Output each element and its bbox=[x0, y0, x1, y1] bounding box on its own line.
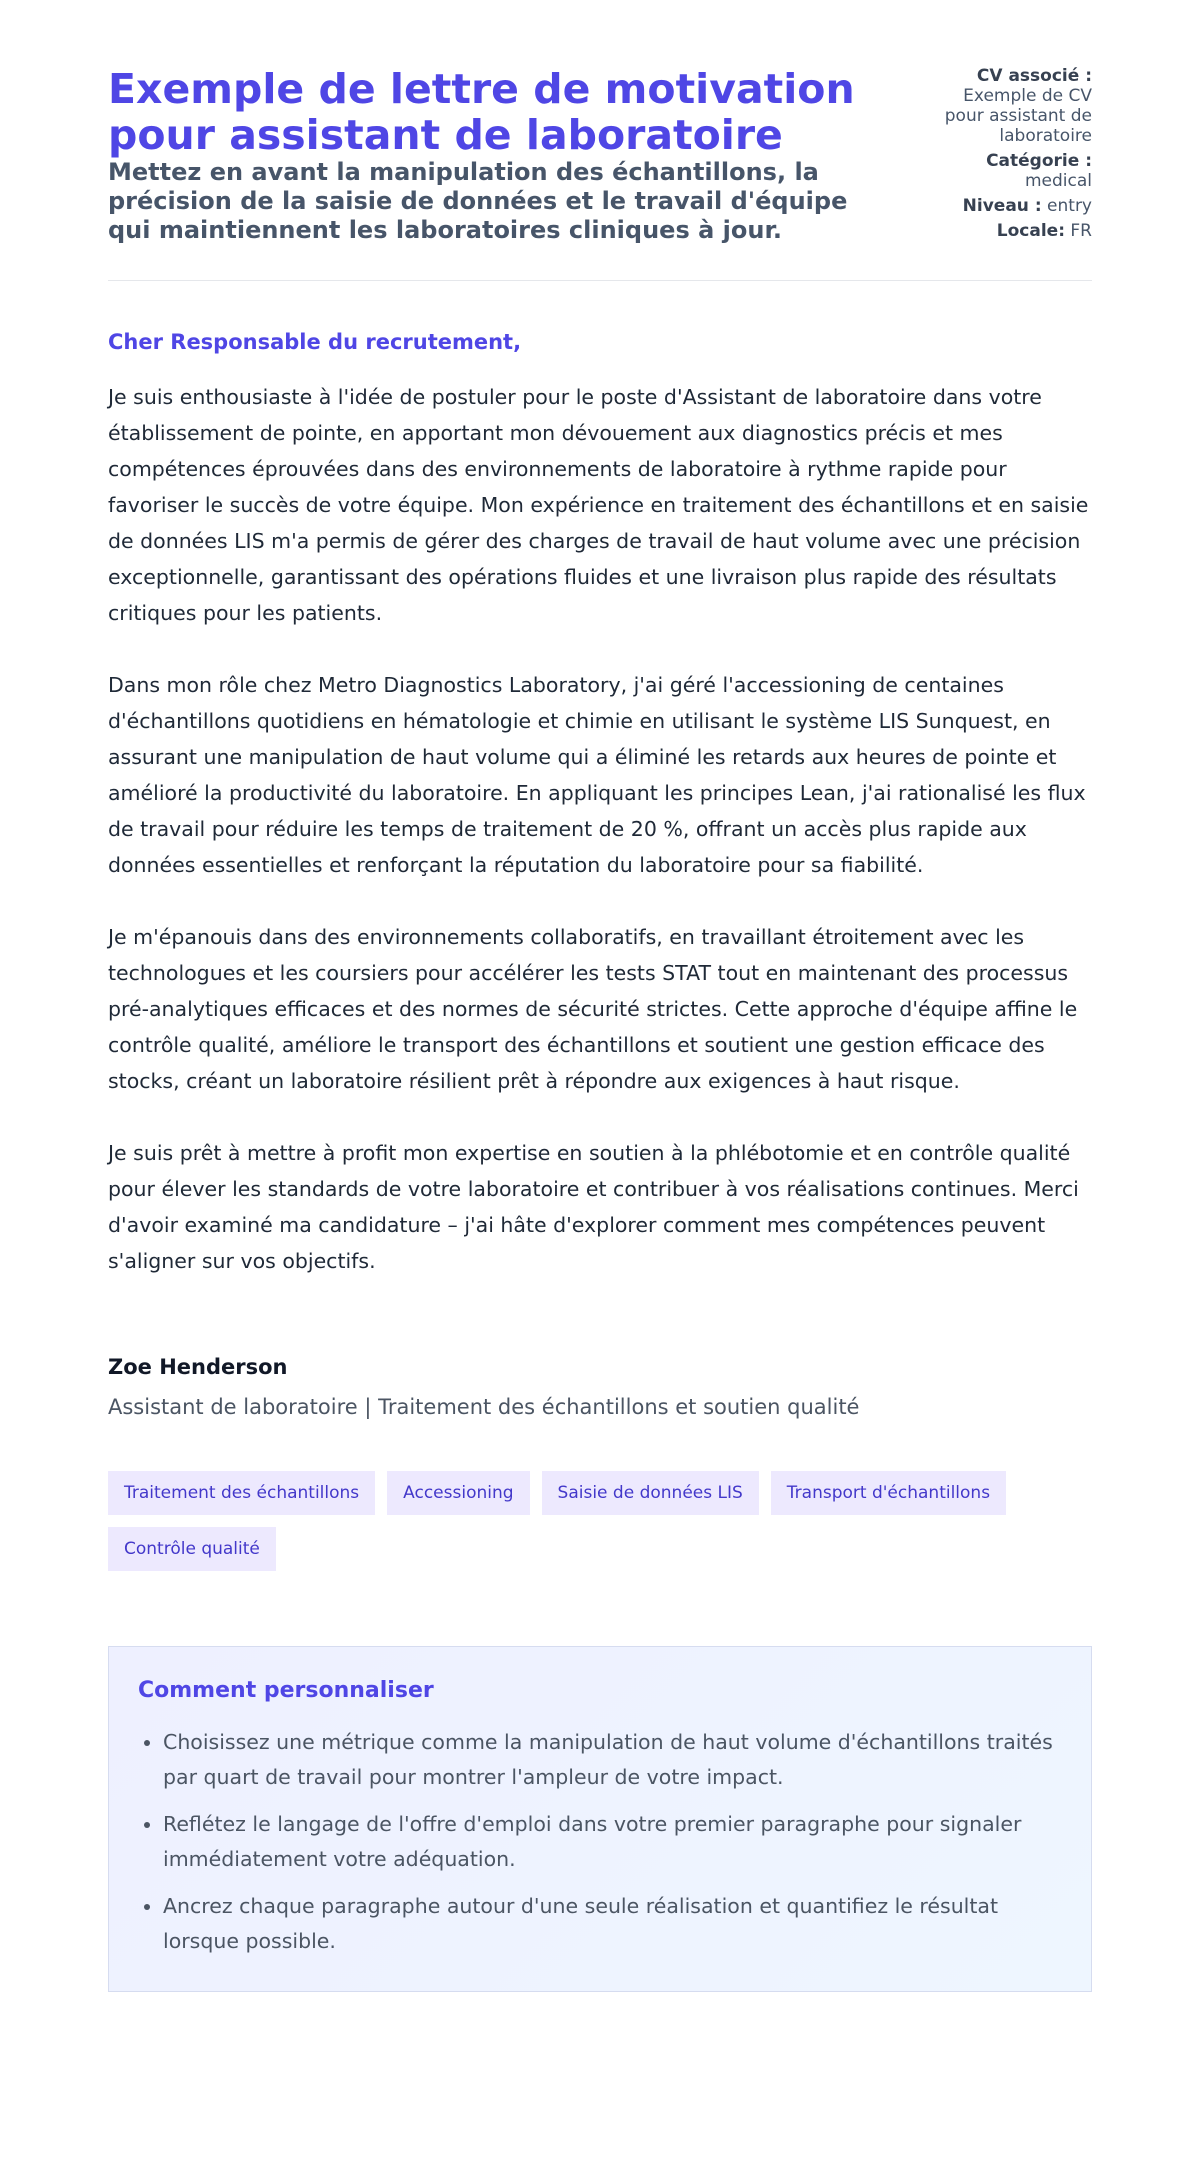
meta-locale-value: FR bbox=[1070, 221, 1092, 241]
signature-title: Assistant de laboratoire | Traitement des échantillons et soutien qualité bbox=[108, 1395, 860, 1419]
meta-resume-label: CV associé : bbox=[976, 66, 1092, 86]
skill-tag: Traitement des échantillons bbox=[108, 1471, 375, 1515]
meta-level-value: entry bbox=[1047, 196, 1092, 216]
tip-item: • Ancrez chaque paragraphe autour d'une seule réalisation et quantifiez le résultat lorsque possible. bbox=[163, 1889, 1062, 1959]
header-titles bbox=[108, 66, 898, 245]
meta-panel bbox=[922, 66, 1092, 246]
meta-category-value: medical bbox=[1024, 171, 1092, 191]
tip-item: • Reflétez le langage de l'offre d'emploi dans votre premier paragraphe pour signaler immédiatement votre adéquation. bbox=[163, 1807, 1062, 1877]
letter-paragraph-1: Je suis enthousiaste à l'idée de postuler pour le poste d'Assistant de laboratoire dans votre établissement de pointe, en apportant mon dévouement aux diagnostics précis et mes compétences éprouvées dans des environnements de laboratoire à rythme rapide pour favoriser le succès de votre équipe. Mon expérience en traitement des échantillons et en saisie de données LIS m'a permis de gérer des charges de travail de haut volume avec une précision exceptionnelle, garantissant des opérations fluides et une livraison plus rapide des résultats critiques pour les patients. bbox=[108, 385, 1089, 625]
letter-paragraph-2: Dans mon rôle chez Metro Diagnostics Laboratory, j'ai géré l'accessioning de centaines d'échantillons quotidiens en hématologie et chimie en utilisant le système LIS Sunquest, en assurant une manipulation de haut volume qui a éliminé les retards aux heures de pointe et amélioré la productivité du laboratoire. En appliquant les principes Lean, j'ai rationalisé les flux de travail pour réduire les temps de traitement de 20 %, offrant un accès plus rapide aux données essentielles et renforçant la réputation du laboratoire pour sa fiabilité. bbox=[108, 673, 1086, 877]
skill-tag: Contrôle qualité bbox=[108, 1527, 276, 1571]
page-title: Exemple de lettre de motivation pour assistant de laboratoire bbox=[108, 65, 855, 159]
meta-locale bbox=[922, 221, 1092, 241]
customization-tips-box bbox=[108, 1646, 1092, 1992]
meta-resume bbox=[922, 66, 1092, 146]
tip-item: • Choisissez une métrique comme la manipulation de haut volume d'échantillons traités par quart de travail pour montrer l'ampleur de votre impact. bbox=[163, 1725, 1062, 1795]
cover-letter-page bbox=[108, 0, 1092, 1992]
salutation: Cher Responsable du recrutement, bbox=[108, 330, 522, 354]
tips-title: Comment personnaliser bbox=[138, 1678, 434, 1703]
skill-tag: Transport d'échantillons bbox=[771, 1471, 1006, 1515]
page-header bbox=[108, 66, 1092, 246]
meta-level-label: Niveau : bbox=[962, 196, 1042, 216]
letter-paragraph-3: Je m'épanouis dans des environnements collaboratifs, en travaillant étroitement avec les technologues et les coursiers pour accélérer les tests STAT tout en maintenant des processus pré-analytiques efficaces et des normes de sécurité strictes. Cette approche d'équipe affine le contrôle qualité, améliore le transport des échantillons et soutient une gestion efficace des stocks, créant un laboratoire résilient prêt à répondre aux exigences à haut risque. bbox=[108, 925, 1078, 1093]
signature-name: Zoe Henderson bbox=[108, 1355, 288, 1379]
meta-resume-value: Exemple de CV pour assistant de laboratoire bbox=[944, 86, 1092, 146]
skill-tag: Saisie de données LIS bbox=[542, 1471, 759, 1515]
header-divider bbox=[108, 280, 1092, 281]
meta-category-label: Catégorie : bbox=[986, 151, 1092, 171]
letter-paragraph-4: Je suis prêt à mettre à profit mon expertise en soutien à la phlébotomie et en contrôle qualité pour élever les standards de votre laboratoire et contribuer à vos réalisations continues. Merci d'avoir examiné ma candidature – j'ai hâte d'explorer comment mes compétences peuvent s'aligner sur vos objectifs. bbox=[108, 1141, 1079, 1273]
skill-tag: Accessioning bbox=[387, 1471, 529, 1515]
skill-tags bbox=[108, 1471, 1092, 1571]
page-subtitle: Mettez en avant la manipulation des échantillons, la précision de la saisie de données et le travail d'équipe qui maintiennent les laboratoires cliniques à jour. bbox=[108, 158, 848, 244]
meta-level bbox=[922, 196, 1092, 216]
meta-category bbox=[922, 151, 1092, 191]
meta-locale-label: Locale: bbox=[996, 221, 1065, 241]
letter-body bbox=[108, 329, 1092, 1279]
tips-list bbox=[138, 1725, 1062, 1959]
signature-block bbox=[108, 1354, 1092, 1420]
